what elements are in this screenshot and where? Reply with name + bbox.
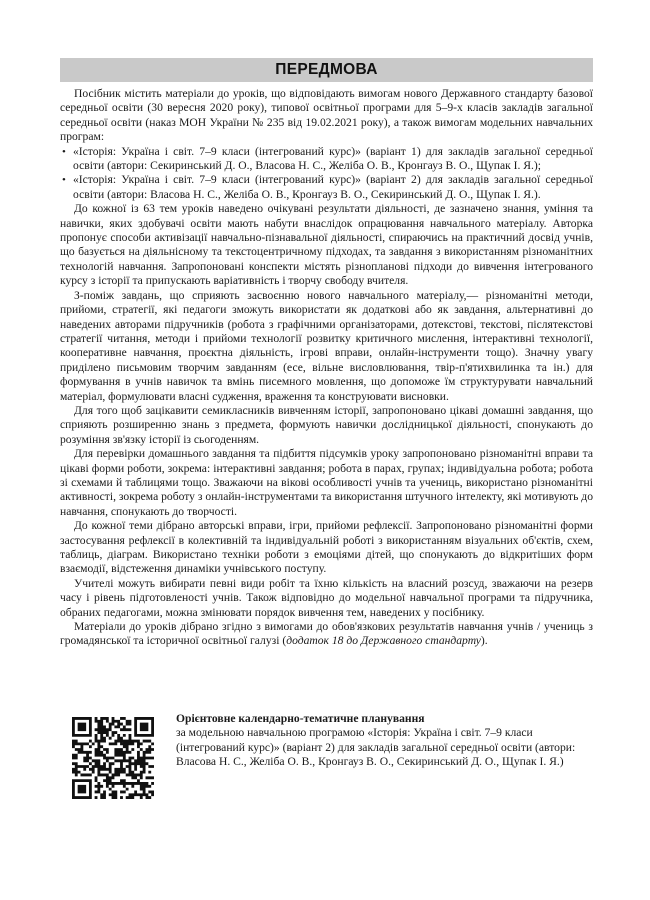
plan-description: за модельною навчальною програмою «Історія: Україна і світ. 7–9 класи (інтегрований курс)» (варіант 2) для закладів загальної середньої освіти (автори: Власова Н. С., Желіба О. В., Кронгауз В. О., Секиринський Д. О., Щупак І. Я.) (176, 726, 576, 769)
program-item (60, 145, 593, 174)
program-item-text: «Історія: Україна і світ. 7–9 класи (інтегрований курс)» (варіант 2) для закладів загальної середньої освіти (автори: Власова Н. С., Желіба О. В., Кронгауз В. О., Секиринський Д. О., Щупак І. Я.). (73, 173, 593, 201)
closing-paragraph: Матеріали до уроків дібрано згідно з вимогами до обов'язкових результатів навчання учнів / учениць з громадянської та історичної освітньої галузі (додаток 18 до Державного стандарту). (60, 620, 593, 648)
bullet-icon: • (62, 145, 66, 158)
intro-paragraph: Посібник містить матеріали до уроків, що відповідають вимогам нового Державного стандарту базової середньої освіти (30 вересня 2020 року), типової освітньої програми для 5–9-х класів закладів загальної середньої освіти (наказ МОН України № 235 від 19.02.2021 року), а також вимогам модельних навчальних програм: (60, 87, 593, 144)
plan-block (176, 712, 593, 770)
standard-reference: додаток 18 до Державного стандарту (286, 634, 481, 648)
program-list (60, 145, 593, 203)
program-item-text: «Історія: Україна і світ. 7–9 класи (інтегрований курс)» (варіант 1) для закладів загальної середньої освіти (автори: Секиринський Д. О., Власова Н. С., Желіба О. В., Кронгауз В. О., Щупак І. Я.); (73, 144, 593, 173)
qr-code-icon[interactable] (72, 717, 154, 799)
page-title: ПЕРЕДМОВА (275, 61, 378, 78)
program-item (60, 173, 593, 202)
body-paragraph: До кожної із 63 тем уроків наведено очікувані результати діяльності, де зазначено знання, уміння та навички, яких здобувачі освіти мають набути внаслідок опрацювання навчального матеріалу. Авторка пропонує способи активізації навчально-пізнавальної діяльності, спираючись на практичний досвід учнів, що базується на діяльнісному та текстоцентричному підходах, та завдання з використанням різноманітних технологій навчання. Запропоновані конспекти містять різнопланові підходи до вивчення інтегрованого курсу з історії та припускають варіативність і творчу свободу вчителя. (60, 202, 593, 288)
bullet-icon: • (62, 174, 66, 187)
plan-title: Орієнтовне календарно-тематичне планування (176, 712, 425, 725)
body-paragraph: Для того щоб зацікавити семикласників вивченням історії, запропоновано цікаві домашні завдання, що сприяють розширенню знань з предмета, формують навички дослідницької діяльності, спонукають до розуміння зв'язку історії із сьогоденням. (60, 403, 593, 446)
body-paragraph: Для перевірки домашнього завдання та підбиття підсумків уроку запропоновано різноманітні вправи та цікаві форми роботи, зокрема: інтерактивні завдання; робота в парах, групах; індивідуальна робота; робота зі схемами й таблицями тощо. Зважаючи на вікові особливості учнів та учениць, використано різноманітні активності, зокрема роботу з онлайн-інструментами та використання штучного інтелекту, які мотивують до навчання, спонукають до творчості. (60, 447, 593, 518)
body-paragraph: З-поміж завдань, що сприяють засвоєнню нового навчального матеріалу,— різноманітні методи, прийоми, стратегії, які педагоги зможуть використати як додаткові або як завдання, альтернативні до наведених авторами підручників (робота з графічними організаторами, дотекстові, текстові, післятекстові стратегії читання, методи і прийоми технології розвитку критичного мислення, інтерактивні технології, кооперативне навчання, проєктна діяльність, ігрові вправи, онлайн-інструменти тощо). Значну увагу приділено письмовим творчим завданням (есе, вільне висловлювання, твір-п'ятихвилинка та ін.) для формування в учнів навичок та вмінь писемного мовлення, що допоможе їм структурувати навчальний матеріал, формулювати власні судження, враження та конструювати висновки. (60, 288, 593, 403)
qr-modules (72, 717, 154, 799)
heading-bar (60, 58, 593, 82)
body-text (60, 87, 593, 649)
body-paragraph: Учителі можуть вибирати певні види робіт та їхню кількість на власний розсуд, зважаючи на резерв часу і рівень підготовленості учнів. Також відповідно до модельної навчальної програми та підручника, обраних педагогами, можна змінювати порядок вивчення тем, наведених у посібнику. (60, 576, 593, 619)
body-paragraph: До кожної теми дібрано авторські вправи, ігри, прийоми рефлексії. Запропоновано різноманітні форми застосування рефлексії в колективній та індивідуальній роботі з використанням візуальних об'єктів, схем, таблиць, діаграм. Використано техніки роботи з емоціями дітей, що спонукають до відкритіших форм взаємодії, відстеження динаміки учнівського поступу. (60, 519, 593, 576)
